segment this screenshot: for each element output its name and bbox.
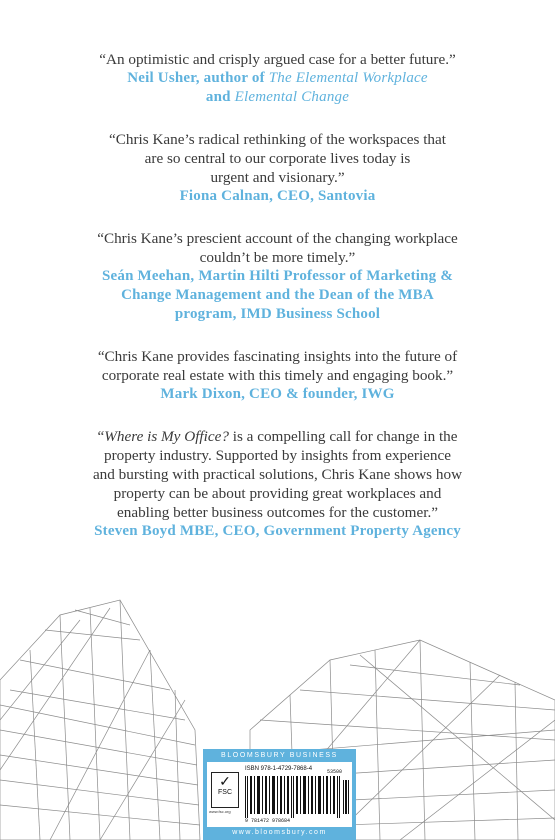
tree-check-icon: ✓ [219, 773, 231, 789]
publisher-name: BLOOMSBURY BUSINESS [221, 752, 338, 759]
attribution: Mark Dixon, CEO & founder, IWG [160, 386, 395, 402]
barcode-panel [203, 749, 356, 840]
isbn-text: ISBN 978-1-4729-7868-4 [245, 766, 313, 772]
testimonial [0, 347, 555, 404]
quote: “Chris Kane’s radical rethinking of the workspaces that are so central to our corporate lives today is urgent and visionary.” [109, 131, 446, 186]
attribution: Neil Usher, author of The Elemental Workplace and Elemental Change [127, 70, 428, 105]
testimonial [0, 229, 555, 324]
attribution: Steven Boyd MBE, CEO, Government Property Agency [94, 523, 461, 539]
barcode-icon [245, 776, 350, 818]
testimonial [0, 130, 555, 206]
quote: “Chris Kane’s prescient account of the changing workplace couldn’t be more timely.” [97, 230, 458, 266]
attribution: Seán Meehan, Martin Hilti Professor of Marketing & Change Management and the Dean of the MBA program, IMD Business School [101, 268, 454, 322]
testimonials [0, 50, 555, 564]
barcode-digits: 9 781472 978684 [245, 818, 291, 824]
publisher-website: www.bloomsbury.com [232, 829, 327, 836]
attribution: Fiona Calnan, CEO, Santovia [179, 188, 376, 204]
quote: “Chris Kane provides fascinating insights into the future of corporate real estate with this timely and engaging book.” [97, 348, 458, 384]
barcode-area: ✓ FSC www.fsc.org ISBN 978-1-4729-7868-4 53500 9 781472 978684 [207, 762, 352, 827]
quote: “An optimistic and crisply argued case for a better future.” [99, 51, 456, 68]
quote: “Where is My Office? is a compelling call for change in the property industry. Supported by insights from experience and bursting with practical solutions, Chris Kane shows how property can be about providing great workplaces and enabling better business outcomes for the customer.” [92, 428, 463, 521]
testimonial [0, 50, 555, 107]
price-code: 53500 [327, 769, 343, 775]
testimonial [0, 427, 555, 541]
fsc-logo: ✓ FSC [211, 772, 239, 808]
